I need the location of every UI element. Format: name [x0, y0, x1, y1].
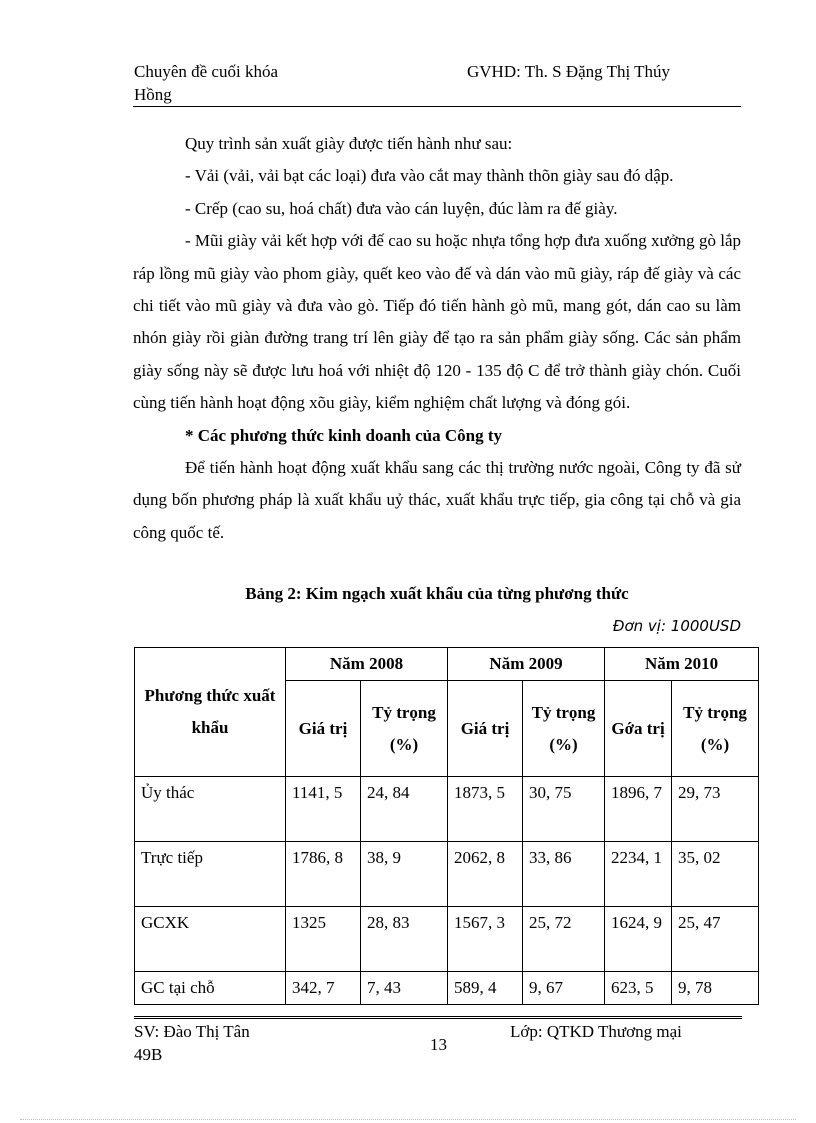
header-rule [133, 106, 741, 107]
subheader-share-2009: Tỷ trọng (%) [523, 681, 605, 777]
header-supervisor: GVHD: Th. S Đặng Thị Thúy [467, 62, 671, 81]
footer-class: Lớp: QTKD Thương mại [510, 1022, 682, 1041]
cell-method: GCXK [135, 907, 286, 972]
body-content [133, 128, 741, 549]
paragraph-methods: Để tiến hành hoạt động xuất khẩu sang các thị trường nước ngoài, Công ty đã sử dụng bốn phương pháp là xuất khẩu uỷ thác, xuất khẩu trực tiếp, gia công tại chỗ và gia công quốc tế. [133, 458, 741, 542]
header-title: Chuyên đề cuối khóa [134, 62, 278, 81]
table-unit: Đơn vị: 1000USD [612, 617, 741, 635]
cell-method: Trực tiếp [135, 842, 286, 907]
cell-value: 1141, 5 [286, 777, 361, 842]
cell-share: 38, 9 [361, 842, 448, 907]
cell-share: 35, 02 [672, 842, 759, 907]
cell-value: 623, 5 [605, 972, 672, 1005]
paragraph-fabric: - Vải (vải, vải bạt các loại) đưa vào cắt may thành thõn giày sau đó dập. [185, 166, 674, 186]
cell-value: 1567, 3 [448, 907, 523, 972]
cell-value: 589, 4 [448, 972, 523, 1005]
footer-student-class-code: 49B [134, 1045, 163, 1064]
header-author-surname: Hồng [134, 85, 172, 104]
cell-share: 25, 72 [523, 907, 605, 972]
cell-value: 1325 [286, 907, 361, 972]
paragraph-process-intro: Quy trình sản xuất giày được tiến hành như sau: [185, 134, 513, 153]
export-turnover-table [134, 647, 759, 1005]
col-header-year-2008: Năm 2008 [286, 648, 448, 681]
table-row [135, 777, 759, 842]
cell-value: 1624, 9 [605, 907, 672, 972]
cell-share: 29, 73 [672, 777, 759, 842]
cell-method: GC tại chỗ [135, 972, 286, 1005]
page-number: 13 [430, 1035, 447, 1054]
cell-value: 1873, 5 [448, 777, 523, 842]
table-row [135, 842, 759, 907]
col-header-year-2010: Năm 2010 [605, 648, 759, 681]
col-header-method: Phương thức xuất khẩu [135, 648, 286, 777]
cell-share: 9, 78 [672, 972, 759, 1005]
cell-value: 2062, 8 [448, 842, 523, 907]
cell-share: 24, 84 [361, 777, 448, 842]
cell-share: 30, 75 [523, 777, 605, 842]
cell-share: 9, 67 [523, 972, 605, 1005]
cell-share: 28, 83 [361, 907, 448, 972]
subheader-value-2010: Gớa trị [605, 681, 672, 777]
table-row [135, 907, 759, 972]
cell-share: 25, 47 [672, 907, 759, 972]
section-heading: * Các phương thức kinh doanh của Công ty [185, 425, 503, 445]
cell-value: 1786, 8 [286, 842, 361, 907]
subheader-share-2008: Tỷ trọng (%) [361, 681, 448, 777]
footer-student: SV: Đào Thị Tân [134, 1022, 250, 1041]
cell-value: 342, 7 [286, 972, 361, 1005]
cell-share: 33, 86 [523, 842, 605, 907]
cell-value: 1896, 7 [605, 777, 672, 842]
table-row [135, 972, 759, 1005]
cell-share: 7, 43 [361, 972, 448, 1005]
subheader-value-2009: Giá trị [448, 681, 523, 777]
col-header-year-2009: Năm 2009 [448, 648, 605, 681]
table-caption: Bảng 2: Kim ngạch xuất khẩu của từng phương thức [245, 584, 629, 603]
subheader-share-2010: Tỷ trọng (%) [672, 681, 759, 777]
paragraph-crepe: - Crếp (cao su, hoá chất) đưa vào cán luyện, đúc làm ra đế giày. [185, 198, 618, 218]
subheader-value-2008: Giá trị [286, 681, 361, 777]
paragraph-assembly: - Mũi giày vải kết hợp với đế cao su hoặc nhựa tổng hợp đưa xuống xưởng gò lắp ráp lồng mũ giày vào phom giày, quết keo vào đế và dán vào mũ giày, ráp đế giày và các chi tiết vào mũ giày và đưa vào gò. Tiếp đó tiến hành gò mũ, mang gót, dán cao su làm nhón giày rồi giàn đường trang trí lên giày để tạo ra sản phẩm giày sống. Các sản phẩm giày sống này sẽ được lưu hoá với nhiệt độ 120 - 135 độ C để trở thành giày chón. Cuối cùng tiến hành hoạt động xõu giày, kiểm nghiệm chất lượng và đóng gói. [133, 231, 741, 413]
cell-value: 2234, 1 [605, 842, 672, 907]
cell-method: Ủy thác [135, 777, 286, 842]
page-edge-dotted-line [20, 1119, 796, 1120]
footer-rule [134, 1016, 742, 1019]
